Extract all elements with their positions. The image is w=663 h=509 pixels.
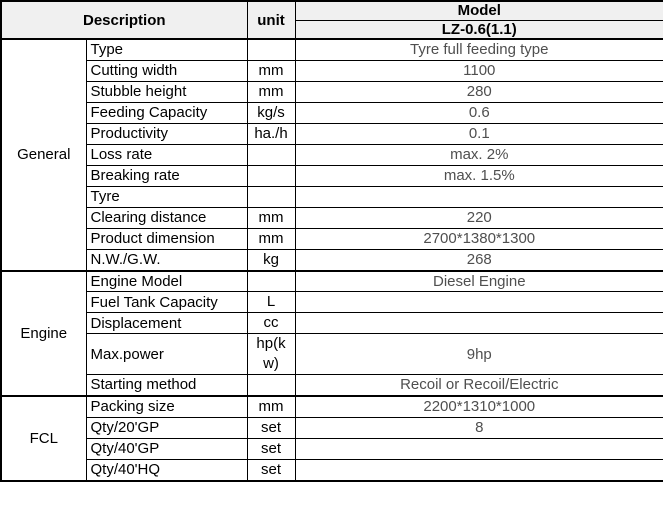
table-row [1, 292, 663, 313]
spec-unit: mm [247, 81, 295, 102]
table-row [1, 417, 663, 438]
spec-value: max. 1.5% [295, 165, 663, 186]
spec-value: 2200*1310*1000 [295, 396, 663, 418]
section-label-engine: Engine [1, 271, 86, 396]
table-row [1, 228, 663, 249]
spec-value [295, 313, 663, 334]
spec-value: Tyre full feeding type [295, 39, 663, 60]
header-model: Model [295, 1, 663, 20]
spec-unit [247, 271, 295, 292]
table-row [1, 39, 663, 60]
header-row-1 [1, 1, 663, 20]
spec-value: 220 [295, 207, 663, 228]
spec-value: 0.6 [295, 102, 663, 123]
spec-label: Displacement [86, 313, 247, 334]
header-unit: unit [247, 1, 295, 39]
spec-value [295, 438, 663, 459]
spec-value: 1100 [295, 60, 663, 81]
table-row [1, 334, 663, 375]
spec-unit: mm [247, 207, 295, 228]
table-row [1, 375, 663, 396]
spec-value: 0.1 [295, 123, 663, 144]
spec-label: Stubble height [86, 81, 247, 102]
header-model-value: LZ-0.6(1.1) [295, 20, 663, 39]
spec-label: Clearing distance [86, 207, 247, 228]
spec-label: Cutting width [86, 60, 247, 81]
spec-unit [247, 165, 295, 186]
spec-value: 9hp [295, 334, 663, 375]
spec-label: Fuel Tank Capacity [86, 292, 247, 313]
spec-label: Loss rate [86, 144, 247, 165]
spec-label: Qty/20'GP [86, 417, 247, 438]
spec-unit: L [247, 292, 295, 313]
spec-value: Diesel Engine [295, 271, 663, 292]
spec-unit [247, 375, 295, 396]
spec-label: Starting method [86, 375, 247, 396]
spec-unit [247, 39, 295, 60]
table-row [1, 186, 663, 207]
spec-value: 8 [295, 417, 663, 438]
table-row [1, 81, 663, 102]
spec-label: Feeding Capacity [86, 102, 247, 123]
table-row [1, 396, 663, 418]
spec-table-header [1, 1, 663, 39]
spec-unit: cc [247, 313, 295, 334]
table-row [1, 165, 663, 186]
spec-label: Qty/40'HQ [86, 459, 247, 481]
table-row [1, 144, 663, 165]
table-row [1, 271, 663, 292]
table-row [1, 459, 663, 481]
section-label-fcl: FCL [1, 396, 86, 481]
spec-label: Type [86, 39, 247, 60]
table-row [1, 249, 663, 271]
spec-unit: mm [247, 228, 295, 249]
spec-unit: mm [247, 60, 295, 81]
spec-unit [247, 144, 295, 165]
spec-unit: hp(kw) [247, 334, 295, 375]
spec-value: 268 [295, 249, 663, 271]
table-row [1, 207, 663, 228]
spec-value [295, 292, 663, 313]
spec-unit: set [247, 438, 295, 459]
table-row [1, 438, 663, 459]
spec-label: Breaking rate [86, 165, 247, 186]
spec-unit [247, 186, 295, 207]
spec-value: max. 2% [295, 144, 663, 165]
table-row [1, 60, 663, 81]
spec-value: 280 [295, 81, 663, 102]
spec-value: 2700*1380*1300 [295, 228, 663, 249]
spec-label: Max.power [86, 334, 247, 375]
spec-table-body [1, 39, 663, 481]
header-description: Description [1, 1, 247, 39]
spec-value: Recoil or Recoil/Electric [295, 375, 663, 396]
spec-label: N.W./G.W. [86, 249, 247, 271]
spec-label: Productivity [86, 123, 247, 144]
spec-unit: kg [247, 249, 295, 271]
spec-label: Tyre [86, 186, 247, 207]
spec-value [295, 186, 663, 207]
spec-label: Product dimension [86, 228, 247, 249]
spec-value [295, 459, 663, 481]
spec-unit: mm [247, 396, 295, 418]
table-row [1, 123, 663, 144]
spec-unit: ha./h [247, 123, 295, 144]
spec-label: Engine Model [86, 271, 247, 292]
spec-label: Qty/40'GP [86, 438, 247, 459]
spec-unit: set [247, 417, 295, 438]
table-row [1, 313, 663, 334]
spec-unit: kg/s [247, 102, 295, 123]
spec-label: Packing size [86, 396, 247, 418]
section-label-general: General [1, 39, 86, 271]
spec-unit: set [247, 459, 295, 481]
table-row [1, 102, 663, 123]
